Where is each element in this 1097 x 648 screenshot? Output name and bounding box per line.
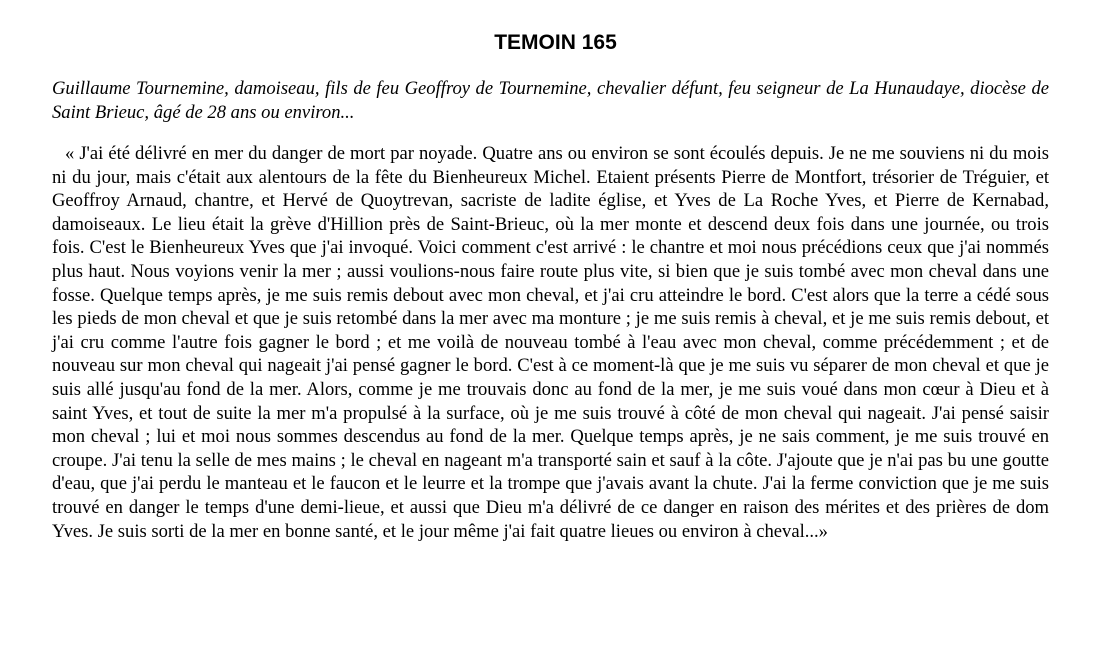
- witness-testimony: « J'ai été délivré en mer du danger de mort par noyade. Quatre ans ou environ se sont écoulés depuis. Je ne me souviens ni du mois ni du jour, mais c'était aux alentours de la fête du Bienheureux Michel. Etaient présents Pierre de Montfort, trésorier de Tréguier, et Geoffroy Arnaud, chantre, et Hervé de Quoytrevan, sacriste de ladite église, et Yves de La Roche Yves, et Pierre de Kernabad, damoiseaux. Le lieu était la grève d'Hillion près de Saint-Brieuc, où la mer monte et descend deux fois dans une journée, ou trois fois. C'est le Bienheureux Yves que j'ai invoqué. Voici comment c'est arrivé : le chantre et moi nous précédions ceux que j'ai nommés plus haut. Nous voyions venir la mer ; aussi voulions-nous faire route plus vite, si bien que je suis tombé avec mon cheval dans une fosse. Quelque temps après, je me suis remis debout avec mon cheval, et j'ai cru atteindre le bord. C'est alors que la terre a cédé sous les pieds de mon cheval et que je suis retombé dans la mer avec ma monture ; je me suis remis à cheval, et je me suis remis debout, et j'ai cru comme l'autre fois gagner le bord ; et me voilà de nouveau tombé à l'eau avec mon cheval, comme précédemment ; et de nouveau sur mon cheval qui nageait j'ai pensé gagner le bord. C'est à ce moment-là que je me suis vu séparer de mon cheval et que je suis allé jusqu'au fond de la mer. Alors, comme je me trouvais donc au fond de la mer, je me suis voué dans mon cœur à Dieu et à saint Yves, et tout de suite la mer m'a propulsé à la surface, où je me suis trouvé à côté de mon cheval qui nageait. J'ai pensé saisir mon cheval ; lui et moi nous sommes descendus au fond de la mer. Quelque temps après, je ne sais comment, je me suis trouvé en croupe. J'ai tenu la selle de mes mains ; le cheval en nageant m'a transporté sain et sauf à la côte. J'ajoute que je n'ai pas bu une goutte d'eau, que j'ai perdu le manteau et le faucon et le leurre et la trompe que j'avais avant la chute. J'ai la ferme conviction que je me suis trouvé en danger le temps d'une demi-lieue, et aussi que Dieu m'a délivré de ce danger en raison des mérites et des prières de dom Yves. Je suis sorti de la mer en bonne santé, et le jour même j'ai fait quatre lieues ou environ à cheval...»: [52, 143, 1049, 542]
- witness-intro: Guillaume Tournemine, damoiseau, fils de feu Geoffroy de Tournemine, chevalier défunt, feu seigneur de La Hunaudaye, diocèse de Saint Brieuc, âgé de 28 ans ou environ...: [52, 78, 1049, 123]
- document-title: TEMOIN 165: [494, 31, 617, 54]
- document-page: [52, 30, 1049, 543]
